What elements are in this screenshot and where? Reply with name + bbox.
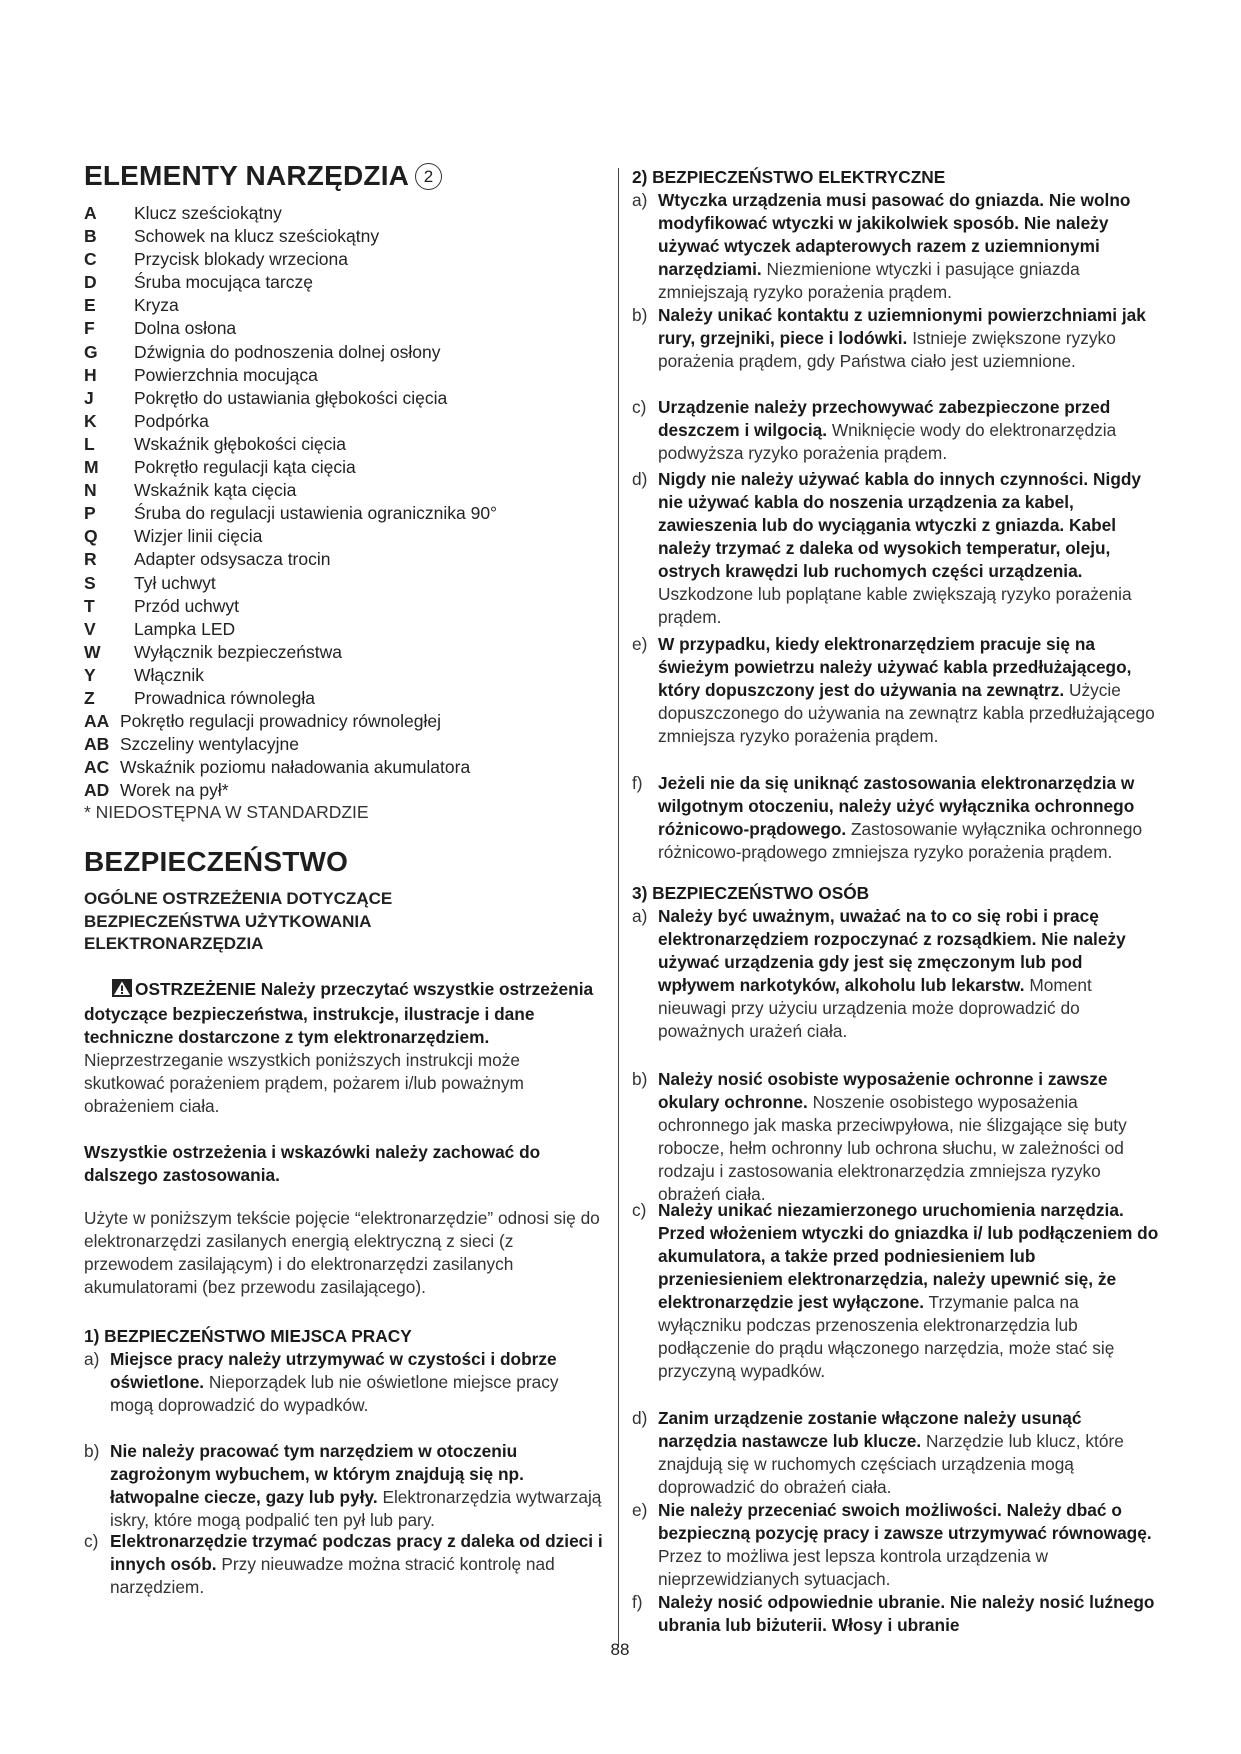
item-bold-text: Jeżeli nie da się uniknąć zastosowania elektronarzędzia w wilgotnym otoczeniu, należy użyć wyłącznika ochronnego różnicowo-prądowego. — [658, 773, 1135, 839]
part-key: AC — [84, 757, 110, 778]
item-bold-text: Nie należy pracować tym narzędziem w otoczeniu zagrożonym wybuchem, w którym znajdują się np. łatwopalne ciecze, gazy lub pyły. — [110, 1441, 524, 1507]
part-label: Wskaźnik głębokości cięcia — [134, 433, 347, 454]
item-bold-text: Należy unikać kontaktu z uziemnionymi powierzchniami jak rury, grzejniki, piece i lodówki. — [658, 305, 1146, 348]
subtitle-line: BEZPIECZEŃSTWA UŻYTKOWANIA — [84, 911, 372, 931]
parts-list-item — [84, 248, 497, 271]
part-label: Szczeliny wentylacyjne — [120, 734, 299, 755]
part-key: T — [84, 595, 95, 616]
part-key: S — [84, 572, 96, 593]
section-title-elements — [84, 160, 442, 192]
item-letter: b) — [632, 1069, 648, 1089]
warning-text: Nieprzestrzeganie wszystkich poniższych instrukcji może skutkować porażeniem prądem, pożarem i/lub poważnym obrażeniem ciała. — [84, 1050, 524, 1116]
item-bold-text: Miejsce pracy należy utrzymywać w czystości i dobrze oświetlone. — [110, 1349, 557, 1392]
part-label: Podpórka — [134, 410, 209, 431]
part-label: Pokrętło regulacji kąta cięcia — [134, 457, 356, 478]
parts-note: * NIEDOSTĘPNA W STANDARDZIE — [84, 802, 369, 822]
item-letter: c) — [632, 397, 647, 417]
parts-list-item — [84, 618, 497, 641]
safety-item — [84, 1440, 604, 1532]
part-key: W — [84, 641, 101, 662]
item-letter: b) — [84, 1441, 100, 1461]
item-text: Zastosowanie wyłącznika ochronnego różnicowo-prądowego zmniejsza ryzyko porażenia prądem. — [658, 819, 1143, 862]
item-bold-text: Wtyczka urządzenia musi pasować do gniazda. Nie wolno modyfikować wtyczki w jakikolwiek sposób. Nie należy używać wtyczek adapterowych razem z uziemnionymi narzędziami. — [658, 190, 1131, 279]
safety-item — [84, 1348, 604, 1417]
parts-list-item — [84, 456, 497, 479]
item-bold-text: Należy unikać niezamierzonego uruchomienia narzędzia. Przed włożeniem wtyczki do gniazdka i/ lub podłączeniem do akumulatora, a także przed podniesieniem lub przeniesieniem elektronarzędzia, należy upewnić się, że elektronarzędzie jest wyłączone. — [658, 1200, 1159, 1312]
part-key: A — [84, 203, 97, 223]
title-text: ELEMENTY NARZĘDZIA — [84, 160, 410, 191]
item-bold-text: Zanim urządzenie zostanie włączone należy usunąć narzędzia nastawcze lub klucze. — [658, 1408, 1082, 1451]
item-text: Narzędzie lub klucz, które znajdują się w ruchomych częściach urządzenia mogą doprowadzić do obrażeń ciała. — [658, 1431, 1124, 1497]
keep-instructions-note: Wszystkie ostrzeżenia i wskazówki należy zachować do dalszego zastosowania. — [84, 1142, 541, 1185]
item-bold-text: W przypadku, kiedy elektronarzędziem pracuje się na świeżym powietrzu należy używać kabla przedłużającego, który dopuszczony jest do używania na zewnątrz. — [658, 634, 1132, 700]
term-definition: Użyte w poniższym tekście pojęcie “elektronarzędzie” odnosi się do elektronarzędzi zasilanych energią elektryczną z sieci (z przewodem zasilającym) i do elektronarzędzi zasilanych akumulatorami (bez przewodu zasilającego). — [84, 1208, 600, 1297]
parts-list-item — [84, 595, 497, 618]
parts-list-item — [84, 341, 497, 364]
parts-list-item — [84, 641, 497, 664]
item-bold-text: Nigdy nie należy używać kabla do innych czynności. Nigdy nie używać kabla do noszenia urządzenia za kabel, zawieszenia lub do wyciągania wtyczki z gniazda. Kabel należy trzymać z daleka od wysokich temperatur, oleju, ostrych krawędzi lub ruchomych części urządzenia. — [658, 469, 1142, 581]
parts-list-item — [84, 756, 497, 779]
safety-item — [632, 396, 1162, 465]
subtitle-line: ELEKTRONARZĘDZIA — [84, 934, 264, 953]
part-key: M — [84, 457, 99, 478]
safety-item — [632, 1068, 1162, 1206]
parts-list-item — [84, 687, 497, 710]
part-label: Klucz sześciokątny — [134, 203, 282, 223]
item-text: Niezmienione wtyczki i pasujące gniazda zmniejszają ryzyko porażenia prądem. — [658, 259, 1080, 302]
general-warnings-subtitle — [84, 888, 584, 956]
part-key: Z — [84, 687, 95, 708]
part-label: Śruba do regulacji ustawienia ogranicznika 90° — [134, 503, 498, 524]
part-key: N — [84, 480, 97, 501]
item-text: Wniknięcie wody do elektronarzędzia podwyższa ryzyko porażenia prądem. — [658, 420, 1117, 463]
item-text: Elektronarzędzia wytwarzają iskry, które mogą podpalić ten pył lub pary. — [110, 1487, 602, 1530]
part-label: Schowek na klucz sześciokątny — [134, 226, 380, 247]
safety-item — [84, 1530, 604, 1599]
parts-list-item — [84, 779, 497, 802]
parts-list-item — [84, 664, 497, 687]
safety-item — [632, 1199, 1162, 1383]
parts-list-item — [84, 410, 497, 433]
item-letter: d) — [632, 1408, 648, 1428]
part-key: Y — [84, 664, 96, 685]
safety-item — [632, 1407, 1162, 1499]
warning-bold-text: OSTRZEŻENIE Należy przeczytać wszystkie ostrzeżenia dotyczące bezpieczeństwa, instrukcje, ilustracje i dane techniczne dostarczone z tym elektronarzędziem. — [84, 979, 594, 1047]
item-text: Moment nieuwagi przy użyciu urządzenia może doprowadzić do poważnych urażeń ciała. — [658, 975, 1092, 1041]
part-key: D — [84, 272, 97, 293]
item-text: Przy nieuwadze można stracić kontrolę nad narzędziem. — [110, 1554, 555, 1597]
safety-item — [632, 633, 1162, 748]
item-letter: b) — [632, 305, 648, 325]
parts-list-item — [84, 525, 497, 548]
safety-item — [632, 468, 1162, 629]
parts-list-item — [84, 733, 497, 756]
part-key: C — [84, 249, 97, 270]
item-text: Użycie dopuszczonego do używania na zewnątrz kabla przedłużającego zmniejsza ryzyko porażenia prądem. — [658, 680, 1155, 746]
part-key: P — [84, 503, 96, 524]
item-letter: d) — [632, 469, 648, 489]
parts-list-item — [84, 317, 497, 340]
figure-ref-badge: 2 — [415, 163, 442, 190]
parts-list-item — [84, 225, 497, 248]
item-letter: c) — [632, 1200, 647, 1220]
item-bold-text: Należy nosić osobiste wyposażenie ochronne i zawsze okulary ochronne. — [658, 1069, 1108, 1112]
part-key: Q — [84, 526, 98, 547]
item-letter: c) — [84, 1531, 99, 1551]
part-key: AB — [84, 734, 110, 755]
item-letter: e) — [632, 634, 648, 654]
part-label: Pokrętło do ustawiania głębokości cięcia — [134, 387, 448, 408]
part-label: Tył uchwyt — [134, 572, 216, 593]
safety-item — [632, 1591, 1162, 1637]
part-label: Kryza — [134, 295, 179, 316]
safety-item — [632, 304, 1162, 373]
part-label: Adapter odsysacza trocin — [134, 549, 331, 570]
part-label: Wyłącznik bezpieczeństwa — [134, 641, 342, 662]
part-key: F — [84, 318, 95, 339]
parts-list-item — [84, 202, 497, 225]
part-key: AA — [84, 711, 110, 732]
column-divider — [618, 168, 619, 1646]
part-key: R — [84, 549, 97, 570]
parts-list-item — [84, 572, 497, 595]
item-bold-text: Urządzenie należy przechowywać zabezpieczone przed deszczem i wilgocią. — [658, 397, 1111, 440]
parts-list-item — [84, 387, 497, 410]
part-label: Lampka LED — [134, 618, 236, 639]
part-label: Prowadnica równoległa — [134, 687, 315, 708]
item-letter: a) — [632, 190, 648, 210]
item-text: Trzymanie palca na wyłączniku podczas przenoszenia elektronarzędzia lub podłączenie do prądu włączonego narzędzia, może stać się przyczyną wypadków. — [658, 1292, 1115, 1381]
section-work-area-title: 1) BEZPIECZEŃSTWO MIEJSCA PRACY — [84, 1326, 412, 1346]
page-number: 88 — [610, 1640, 630, 1659]
subtitle-line: OGÓLNE OSTRZEŻENIA DOTYCZĄCE — [84, 889, 393, 908]
parts-list-item — [84, 271, 497, 294]
part-label: Powierzchnia mocująca — [134, 364, 318, 385]
part-label: Dźwignia do podnoszenia dolnej osłony — [134, 341, 441, 362]
part-label: Śruba mocująca tarczę — [134, 272, 313, 293]
item-bold-text: Należy być uważnym, uważać na to co się robi i pracę elektronarzędziem rozpoczynać z rozsądkiem. Nie należy używać urządzenia gdy jest się zmęczonym lub pod wpływem narkotyków, alkoholu lub lekarstw. — [658, 906, 1126, 995]
part-key: B — [84, 226, 97, 247]
item-letter: e) — [632, 1500, 648, 1520]
item-letter: f) — [632, 773, 643, 793]
parts-list-item — [84, 479, 497, 502]
part-key: AD — [84, 780, 110, 801]
parts-list-item — [84, 433, 497, 456]
item-text: Uszkodzone lub poplątane kable zwiększają ryzyko porażenia prądem. — [658, 584, 1132, 627]
parts-list-item — [84, 294, 497, 317]
item-letter: f) — [632, 1592, 643, 1612]
item-text: Przez to możliwa jest lepsza kontrola urządzenia w nieprzewidzianych sytuacjach. — [658, 1546, 1048, 1589]
item-bold-text: Nie należy przeceniać swoich możliwości. Należy dbać o bezpieczną pozycję pracy i zawsze utrzymywać równowagę. — [658, 1500, 1152, 1543]
part-label: Dolna osłona — [134, 318, 237, 339]
section-title-safety: BEZPIECZEŃSTWO — [84, 846, 349, 877]
part-label: Przód uchwyt — [134, 595, 240, 616]
part-label: Wskaźnik poziomu naładowania akumulatora — [120, 757, 471, 778]
warning-paragraph — [84, 978, 604, 1118]
safety-item — [632, 189, 1162, 304]
warning-triangle-icon — [112, 979, 132, 1003]
parts-list-item — [84, 364, 497, 387]
section-personal-title: 3) BEZPIECZEŃSTWO OSÓB — [632, 883, 870, 903]
part-label: Wizjer linii cięcia — [134, 526, 263, 547]
safety-item — [632, 1499, 1162, 1591]
safety-item — [632, 772, 1162, 864]
parts-list-item — [84, 548, 497, 571]
part-label: Przycisk blokady wrzeciona — [134, 249, 348, 270]
section-electrical-title: 2) BEZPIECZEŃSTWO ELEKTRYCZNE — [632, 167, 946, 187]
part-label: Pokrętło regulacji prowadnicy równoległej — [120, 711, 441, 732]
item-text: Istnieje zwiększone ryzyko porażenia prądem, gdy Państwa ciało jest uziemnione. — [658, 328, 1116, 371]
parts-list — [84, 202, 497, 802]
item-bold-text: Elektronarzędzie trzymać podczas pracy z daleka od dzieci i innych osób. — [110, 1531, 603, 1574]
part-key: E — [84, 295, 96, 316]
part-key: G — [84, 341, 98, 362]
part-key: K — [84, 410, 97, 431]
parts-list-item — [84, 502, 497, 525]
item-letter: a) — [84, 1349, 100, 1369]
part-key: L — [84, 433, 95, 454]
item-text: Noszenie osobistego wyposażenia ochronnego jak maska przeciwpyłowa, nie ślizgające się buty robocze, hełm ochronny lub ochrona słuchu, w zależności od rodzaju i zastosowania elektronarzędzia zmniejsza ryzyko obrażeń ciała. — [658, 1092, 1127, 1204]
part-key: H — [84, 364, 97, 385]
item-letter: a) — [632, 906, 648, 926]
safety-item — [632, 905, 1162, 1043]
part-key: V — [84, 618, 96, 639]
part-key: J — [84, 387, 94, 408]
part-label: Włącznik — [134, 664, 205, 685]
parts-list-item — [84, 710, 497, 733]
part-label: Wskaźnik kąta cięcia — [134, 480, 297, 501]
item-text: Nieporządek lub nie oświetlone miejsce pracy mogą doprowadzić do wypadków. — [110, 1372, 559, 1415]
item-bold-text: Należy nosić odpowiednie ubranie. Nie należy nosić luźnego ubrania lub biżuterii. Włosy i ubranie — [658, 1592, 1155, 1635]
part-label: Worek na pył* — [120, 780, 229, 801]
